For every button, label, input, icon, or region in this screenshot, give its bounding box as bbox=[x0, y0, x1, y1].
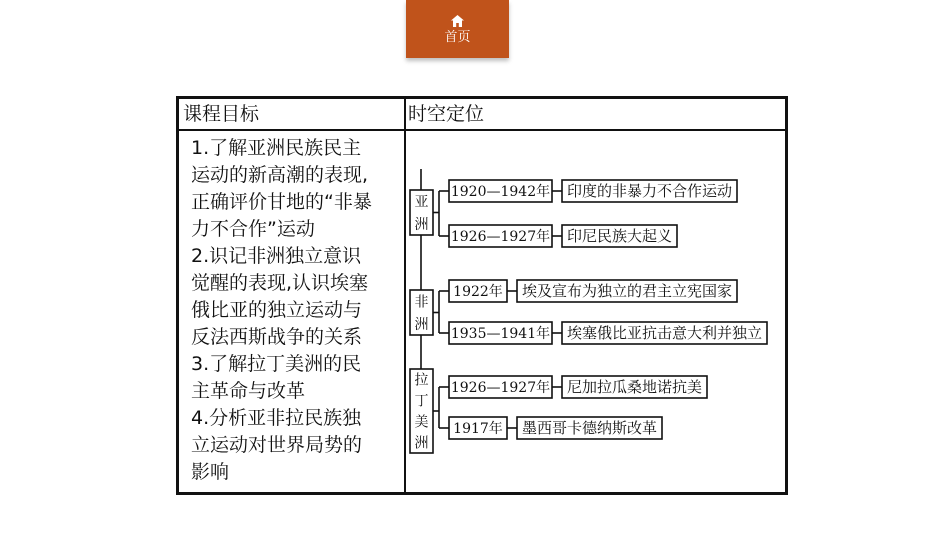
period-label: 1922年 bbox=[453, 284, 503, 300]
event-label: 尼加拉瓜桑地诺抗美 bbox=[567, 378, 703, 396]
home-label: 首页 bbox=[444, 29, 471, 45]
period-label: 1935—1941年 bbox=[450, 326, 551, 342]
region-label: 亚 bbox=[414, 194, 429, 211]
timeline-diagram bbox=[406, 131, 788, 491]
period-label: 1926—1927年 bbox=[450, 380, 551, 396]
region-label: 非 bbox=[414, 294, 429, 311]
event-label: 埃及宣布为独立的君主立宪国家 bbox=[522, 282, 733, 300]
home-button[interactable] bbox=[406, 0, 509, 58]
house-icon bbox=[451, 15, 464, 27]
region-label: 洲 bbox=[414, 435, 429, 452]
course-goals-text: 1.了解亚洲民族民主 运动的新高潮的表现, 正确评价甘地的“非暴 力不合作”运动 2.识记非洲独立意识 觉醒的表现,认识埃塞 俄比亚的独立运动与 反法西斯战争的关系 3.了解拉丁美洲的民 主革命与改革 4.分析亚非拉民族独 立运动对世界局势的 影响 bbox=[191, 137, 372, 483]
region-label: 丁 bbox=[414, 393, 429, 410]
period-label: 1917年 bbox=[453, 421, 503, 437]
region-label: 洲 bbox=[414, 216, 429, 233]
header-time-space: 时空定位 bbox=[408, 103, 485, 125]
event-label: 印度的非暴力不合作运动 bbox=[567, 182, 733, 200]
course-table bbox=[176, 96, 788, 495]
event-label: 墨西哥卡德纳斯改革 bbox=[522, 419, 658, 437]
header-course-goals: 课程目标 bbox=[183, 103, 260, 125]
event-label: 印尼民族大起义 bbox=[567, 227, 673, 245]
event-label: 埃塞俄比亚抗击意大利并独立 bbox=[567, 324, 763, 342]
region-label: 美 bbox=[414, 414, 429, 431]
period-label: 1926—1927年 bbox=[450, 229, 551, 245]
region-label: 洲 bbox=[414, 316, 429, 333]
period-label: 1920—1942年 bbox=[450, 184, 551, 200]
region-label: 拉 bbox=[414, 372, 429, 389]
